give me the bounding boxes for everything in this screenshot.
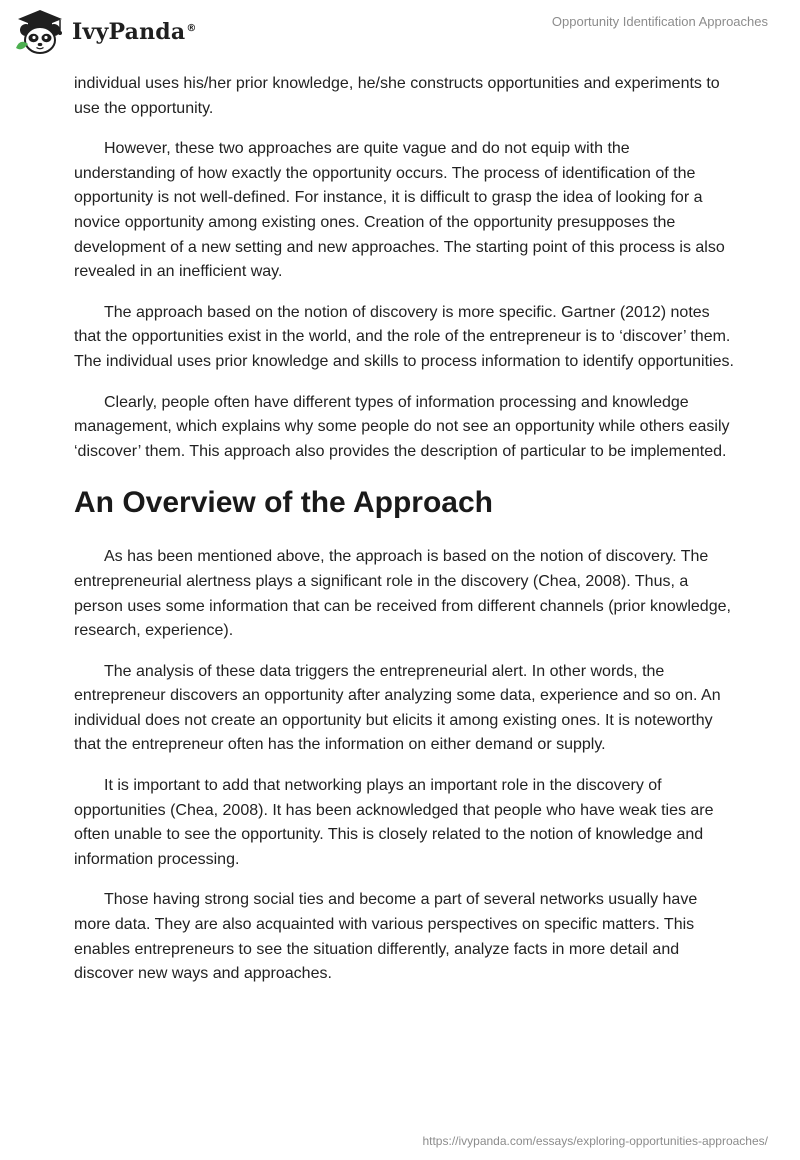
page-header <box>0 0 800 70</box>
paragraph: The approach based on the notion of discovery is more specific. Gartner (2012) notes that the opportunities exist in the world, and the role of the entrepreneur is to ‘discover’ them. The individual uses prior knowledge and skills to process information to identify opportunities. <box>74 303 734 370</box>
paragraph: It is important to add that networking plays an important role in the discovery of opportunities (Chea, 2008). It has been acknowledged that people who have weak ties are often unable to see the opportunity. This is closely related to the notion of knowledge and information processing. <box>74 777 714 868</box>
paragraph: Those having strong social ties and become a part of several networks usually have more data. They are also acquainted with various perspectives on specific matters. This enables entrepreneurs to see the situation differently, analyze facts in more detail and discover new ways and approaches. <box>74 891 698 983</box>
paragraph: As has been mentioned above, the approach is based on the notion of discovery. The entrepreneurial alertness plays a significant role in the discovery (Chea, 2008). Thus, a person uses some information that can be received from different channels (prior knowledge, research, experience). <box>74 548 731 640</box>
document-title: Opportunity Identification Approaches <box>551 14 768 29</box>
paragraph: The analysis of these data triggers the entrepreneurial alert. In other words, the entrepreneur discovers an opportunity after analyzing some data, experience and so on. An individual does not create an opportunity but elicits it among existing ones. It is noteworthy that the entrepreneur often has the information on either demand or supply. <box>74 662 721 754</box>
brand-name: IvyPanda® <box>72 19 197 45</box>
paragraph: However, these two approaches are quite vague and do not equip with the understanding of how exactly the opportunity occurs. The process of identification of the opportunity is not well-defined. For instance, it is difficult to grasp the idea of looking for a novice opportunity among existing ones. Creation of the opportunity presupposes the development of a new setting and new approaches. The starting point of this process is also revealed in an inefficient way. <box>74 140 725 281</box>
paragraph: individual uses his/her prior knowledge, he/she constructs opportunities and experiments to use the opportunity. <box>74 75 720 117</box>
essay-body <box>74 72 734 1003</box>
paragraph: Clearly, people often have different types of information processing and knowledge management, which explains why some people do not see an opportunity while others easily ‘discover’ them. This approach also provides the description of particular to be implemented. <box>74 393 730 460</box>
brand-logo[interactable] <box>14 8 197 56</box>
registered-mark: ® <box>186 22 197 34</box>
section-heading: An Overview of the Approach <box>74 486 493 520</box>
source-url[interactable]: https://ivypanda.com/essays/exploring-opportunities-approaches/ <box>422 1134 768 1148</box>
panda-logo-icon <box>14 8 66 56</box>
